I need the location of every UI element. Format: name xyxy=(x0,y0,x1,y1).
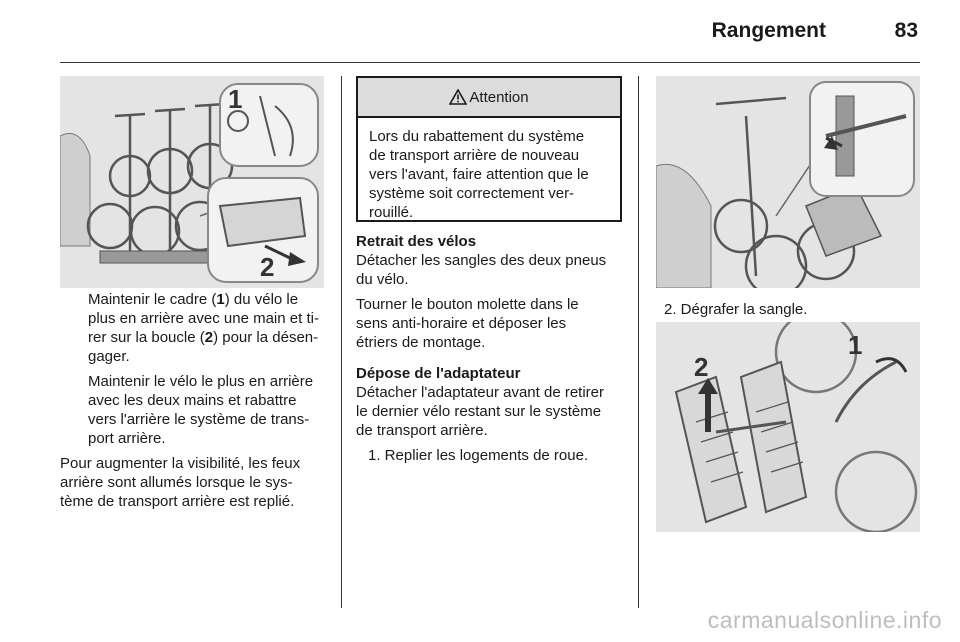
bike-removal-illustration xyxy=(656,76,920,288)
instruction-turn-knob: Tourner le bouton molette dans le sens anti-horaire et déposer les étriers de montage. xyxy=(356,296,579,351)
warning-triangle-icon xyxy=(449,89,467,105)
middle-column-text xyxy=(356,232,632,465)
page-number: 83 xyxy=(894,19,918,42)
left-column-text xyxy=(60,290,330,511)
step-1: 1. Replier les logements de roue. xyxy=(368,447,589,464)
attention-header xyxy=(358,78,620,118)
instruction-fold-carrier: Maintenir le vélo le plus en arrière avec les deux mains et rabattre vers l'arrière le système de trans- port arrière. xyxy=(88,373,314,447)
page-title: Rangement xyxy=(711,19,826,42)
attention-body: Lors du rabattement du système de transport arrière de nouveau vers l'avant, faire attention que le système soit correctement ver- rouillé. xyxy=(369,128,589,221)
bike-carrier-illustration xyxy=(60,76,324,288)
step-2: 2. Dégrafer la sangle. xyxy=(664,301,808,318)
attention-title: Attention xyxy=(469,88,529,106)
bike-removal-drawing xyxy=(656,76,920,288)
callout-label-1: 1 xyxy=(848,330,863,360)
callout-label-2: 2 xyxy=(694,352,709,382)
callout-label-1: 1 xyxy=(228,84,243,114)
callout-label-2: 2 xyxy=(260,252,275,282)
section-remove-bikes: Retrait des vélos Détacher les sangles des deux pneus du vélo. xyxy=(356,233,607,288)
bike-carrier-drawing xyxy=(60,76,324,288)
section-remove-adapter: Dépose de l'adaptateur Détacher l'adaptateur avant de retirer le dernier vélo restant sur le système de transport arrière. xyxy=(356,365,605,439)
watermark: carmanualsonline.info xyxy=(707,607,942,633)
visibility-note: Pour augmenter la visibilité, les feux arrière sont allumés lorsque le sys- tème de transport arrière est replié. xyxy=(60,455,301,510)
section-heading-remove-adapter: Dépose de l'adaptateur xyxy=(356,365,521,382)
column-divider-right xyxy=(638,76,639,608)
section-heading-remove-bikes: Retrait des vélos xyxy=(356,233,477,250)
column-divider-left xyxy=(341,76,342,608)
instruction-hold-frame: Maintenir le cadre (1) du vélo le plus en arrière avec une main et ti- rer sur la boucle (2) pour la désen- gager. xyxy=(88,291,319,365)
header-rule xyxy=(60,62,920,63)
attention-box xyxy=(356,76,622,222)
wheel-holder-illustration xyxy=(656,322,920,532)
